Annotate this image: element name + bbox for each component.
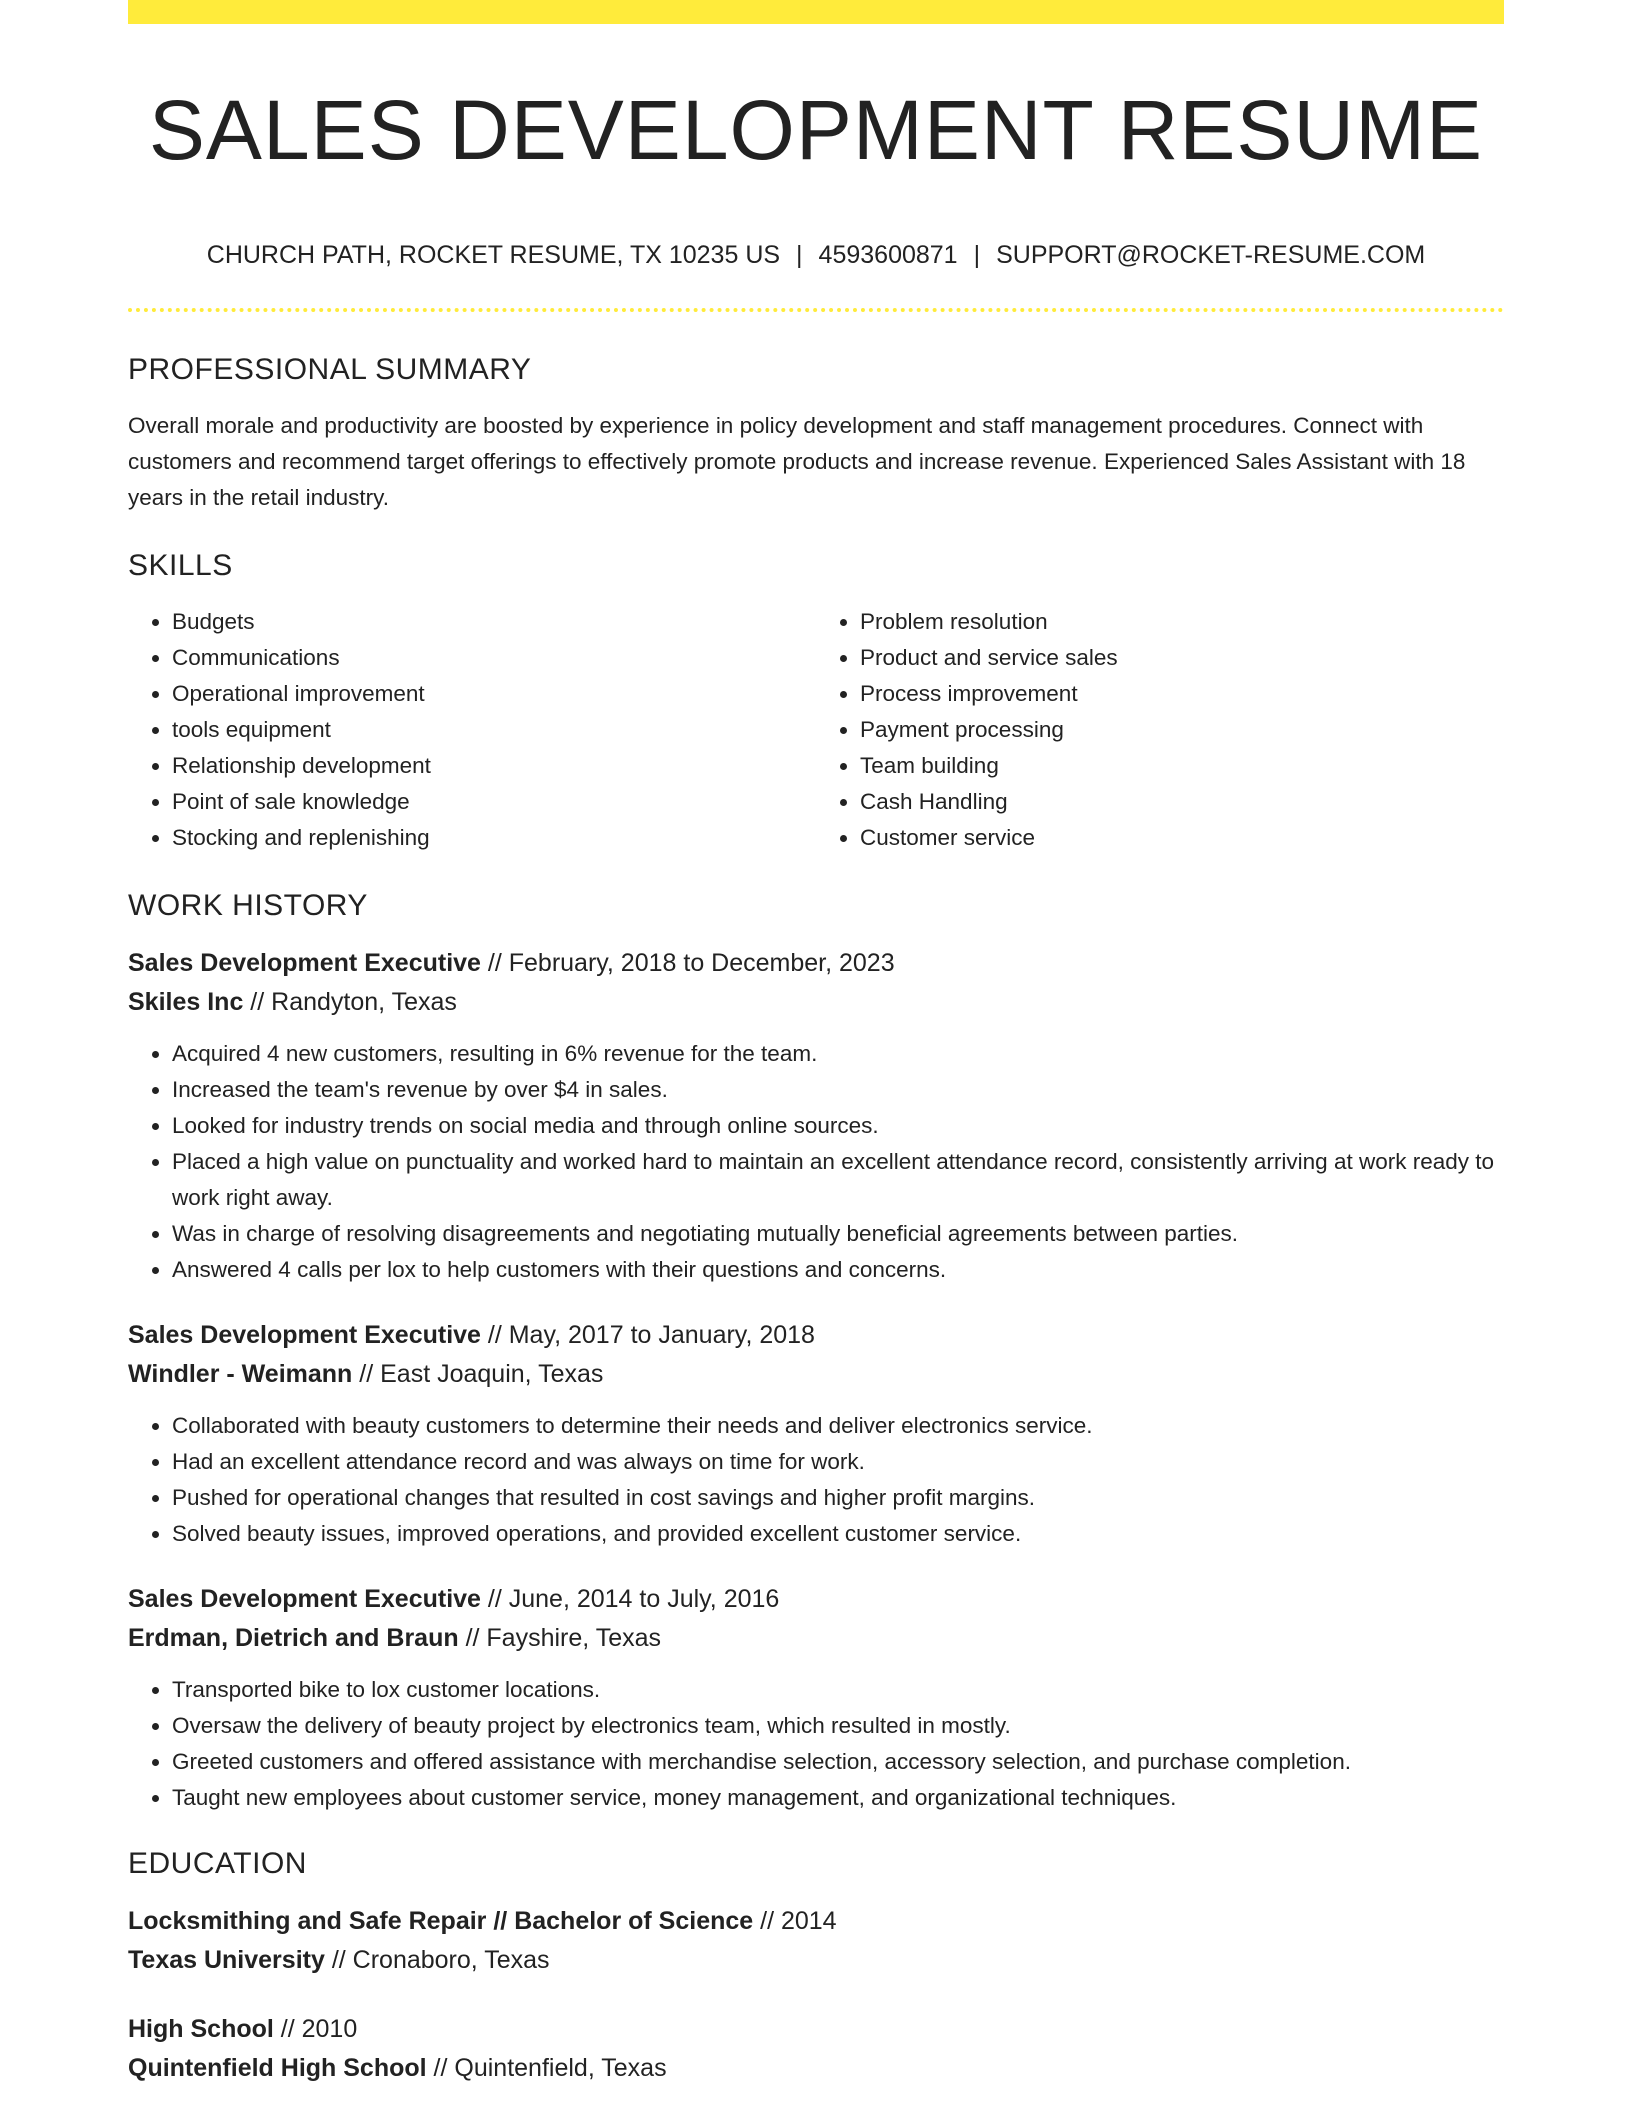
section-title: PROFESSIONAL SUMMARY <box>128 353 532 386</box>
job-bullet: • Placed a high value on punctuality and worked hard to maintain an excellent attendance record, consistently arriving at work ready to work right away. <box>172 1144 1504 1216</box>
job-bullet: • Answered 4 calls per lox to help customers with their questions and concerns. <box>172 1252 1504 1288</box>
section-title: EDUCATION <box>128 1847 307 1880</box>
job-company: Skiles Inc <box>128 988 244 1016</box>
job-bullet: • Had an excellent attendance record and was always on time for work. <box>172 1444 1504 1480</box>
skill-item: • Communications <box>172 640 816 676</box>
school-location: // Quintenfield, Texas <box>426 2054 667 2082</box>
job-bullet: • Looked for industry trends on social media and through online sources. <box>172 1108 1504 1144</box>
school-line <box>128 1941 1504 1980</box>
skill-item: • Operational improvement <box>172 676 816 712</box>
skill-item: • Cash Handling <box>860 784 1504 820</box>
skill-item: • Team building <box>860 748 1504 784</box>
phone: 4593600871 <box>818 241 958 269</box>
summary-section <box>128 350 1504 516</box>
job-bullet: • Solved beauty issues, improved operations, and provided excellent customer service. <box>172 1516 1504 1552</box>
job-entry <box>128 1316 1504 1552</box>
top-accent-bar <box>128 0 1504 24</box>
degree: High School <box>128 2015 274 2043</box>
education-section <box>128 1844 1504 2088</box>
job-company: Windler - Weimann <box>128 1360 353 1388</box>
degree-line <box>128 2010 1504 2049</box>
job-role: Sales Development Executive <box>128 949 481 977</box>
skill-item: • Customer service <box>860 820 1504 856</box>
work-section <box>128 886 1504 1816</box>
job-dates: // June, 2014 to July, 2016 <box>480 1585 780 1613</box>
skill-item: • Budgets <box>172 604 816 640</box>
school: Texas University <box>128 1946 325 1974</box>
degree-year: // 2014 <box>753 1907 837 1935</box>
separator: | <box>973 241 981 269</box>
job-bullet: • Oversaw the delivery of beauty project by electronics team, which resulted in mostly. <box>172 1708 1504 1744</box>
job-location: // East Joaquin, Texas <box>352 1360 604 1388</box>
skills-left-list <box>128 604 816 856</box>
job-company-line <box>128 1619 1504 1658</box>
separator: | <box>796 241 803 269</box>
job-bullet: • Collaborated with beauty customers to determine their needs and deliver electronics service. <box>172 1408 1504 1444</box>
education-entry <box>128 1902 1504 1980</box>
job-bullet: • Transported bike to lox customer locations. <box>172 1672 1504 1708</box>
job-bullet: • Increased the team's revenue by over $4 in sales. <box>172 1072 1504 1108</box>
skill-item: • Product and service sales <box>860 640 1504 676</box>
skill-item: • Process improvement <box>860 676 1504 712</box>
job-role-line <box>128 1316 1504 1355</box>
job-company: Erdman, Dietrich and Braun <box>128 1624 459 1652</box>
skills-section <box>128 546 1504 856</box>
section-title: WORK HISTORY <box>128 889 368 922</box>
job-bullets <box>128 1036 1504 1288</box>
degree-line <box>128 1902 1504 1941</box>
job-dates: // February, 2018 to December, 2023 <box>480 949 895 977</box>
contact-line <box>0 238 1632 272</box>
job-bullets <box>128 1672 1504 1816</box>
summary-text: Overall morale and productivity are boosted by experience in policy development and staff management procedures. Connect with customers and recommend target offerings to effectively promote products and increase revenue. Experienced Sales Assistant with 18 years in the retail industry. <box>128 413 1466 510</box>
section-title: SKILLS <box>128 549 233 582</box>
degree: Locksmithing and Safe Repair // Bachelor of Science <box>128 1907 754 1935</box>
resume-content <box>128 350 1504 2118</box>
school-line <box>128 2049 1504 2088</box>
job-bullet: • Greeted customers and offered assistance with merchandise selection, accessory selection, and purchase completion. <box>172 1744 1504 1780</box>
school: Quintenfield High School <box>128 2054 427 2082</box>
job-role-line <box>128 944 1504 983</box>
job-location: // Randyton, Texas <box>243 988 457 1016</box>
job-role-line <box>128 1580 1504 1619</box>
skill-item: • Point of sale knowledge <box>172 784 816 820</box>
skill-item: • Problem resolution <box>860 604 1504 640</box>
job-company-line <box>128 1355 1504 1394</box>
job-bullet: • Pushed for operational changes that resulted in cost savings and higher profit margins. <box>172 1480 1504 1516</box>
job-role: Sales Development Executive <box>128 1321 481 1349</box>
dotted-divider <box>128 308 1504 312</box>
job-bullet: • Acquired 4 new customers, resulting in 6% revenue for the team. <box>172 1036 1504 1072</box>
school-location: // Cronaboro, Texas <box>324 1946 550 1974</box>
job-role: Sales Development Executive <box>128 1585 481 1613</box>
skill-item: • Relationship development <box>172 748 816 784</box>
job-entry <box>128 1580 1504 1816</box>
degree-year: // 2010 <box>273 2015 358 2043</box>
email: SUPPORT@ROCKET-RESUME.COM <box>996 241 1426 269</box>
job-entry <box>128 944 1504 1288</box>
job-bullet: • Taught new employees about customer service, money management, and organizational techniques. <box>172 1780 1504 1816</box>
job-bullets <box>128 1408 1504 1552</box>
job-location: // Fayshire, Texas <box>458 1624 662 1652</box>
skills-grid <box>128 604 1504 856</box>
skill-item: • Stocking and replenishing <box>172 820 816 856</box>
job-dates: // May, 2017 to January, 2018 <box>480 1321 815 1349</box>
resume-title: SALES DEVELOPMENT RESUME <box>148 83 1484 177</box>
address: CHURCH PATH, ROCKET RESUME, TX 10235 US <box>206 241 781 269</box>
education-entry <box>128 2010 1504 2088</box>
job-company-line <box>128 983 1504 1022</box>
skills-right-list <box>816 604 1504 856</box>
job-bullet: • Was in charge of resolving disagreements and negotiating mutually beneficial agreements between parties. <box>172 1216 1504 1252</box>
skill-item: • tools equipment <box>172 712 816 748</box>
skill-item: • Payment processing <box>860 712 1504 748</box>
